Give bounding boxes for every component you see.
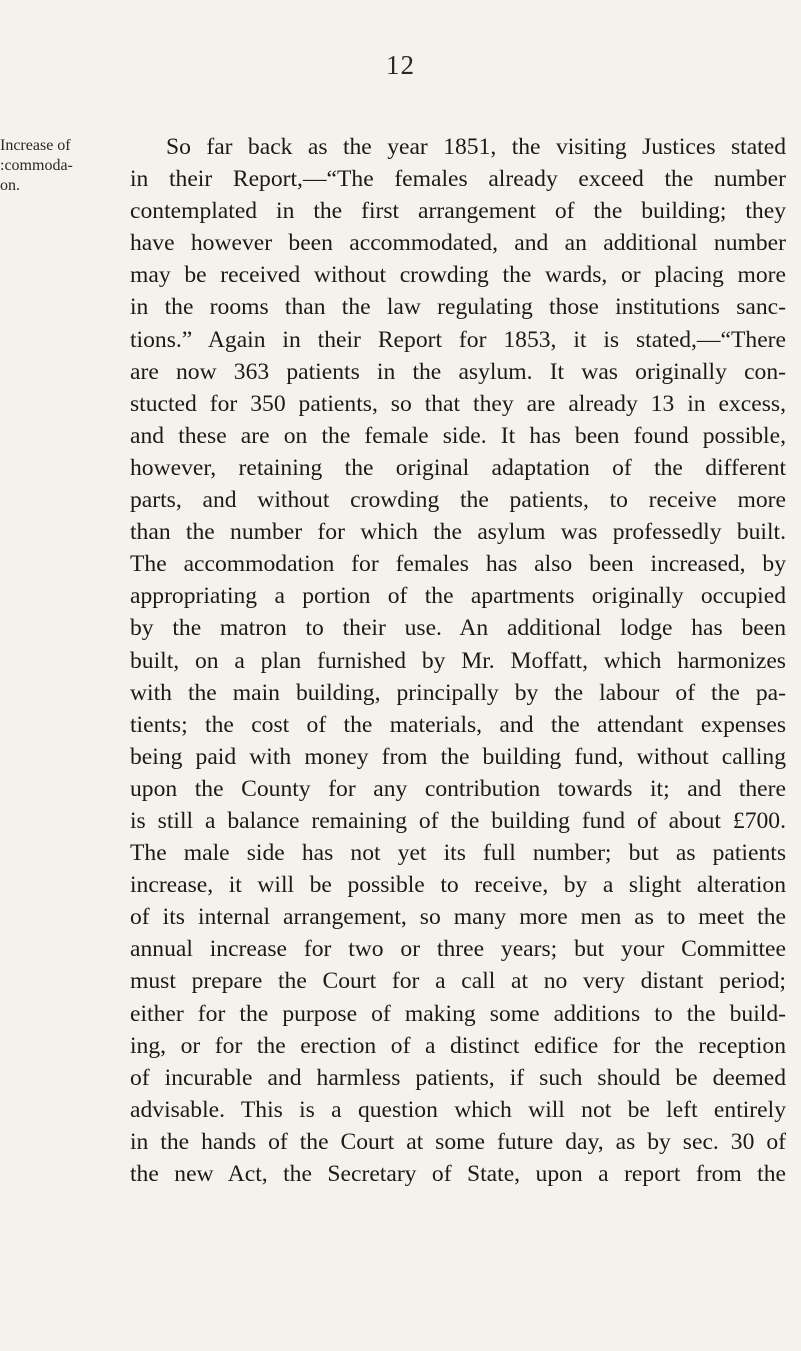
text-line: must prepare the Court for a call at no very distant period;: [130, 968, 786, 995]
text-line: upon the County for any contribution towards it; and there: [130, 775, 786, 802]
text-line: with the main building, principally by the labour of the pa-: [130, 679, 786, 706]
page-number: 12: [386, 50, 415, 80]
text-line: of incurable and harmless patients, if such should be deemed: [130, 1064, 786, 1091]
text-line: The male side has not yet its full number; but as patients: [130, 840, 786, 867]
text-line: parts, and without crowding the patients, to receive more: [130, 487, 786, 514]
text-line: contemplated in the first arrangement of the building; they: [130, 198, 786, 225]
text-line: increase, it will be possible to receive, by a slight alteration: [130, 872, 786, 899]
text-line: advisable. This is a question which will not be left entirely: [130, 1096, 786, 1123]
text-line: than the number for which the asylum was professedly built.: [130, 519, 786, 546]
text-line: being paid with money from the building fund, without calling: [130, 743, 786, 770]
text-line: in the hands of the Court at some future day, as by sec. 30 of: [130, 1128, 786, 1155]
text-line: in the rooms than the law regulating those institutions sanc-: [130, 294, 786, 321]
marginal-note: [0, 136, 112, 196]
text-line: and these are on the female side. It has been found possible,: [130, 422, 786, 449]
text-line: The accommodation for females has also been increased, by: [130, 551, 786, 578]
text-line: annual increase for two or three years; but your Committee: [130, 936, 786, 963]
text-line: tions.” Again in their Report for 1853, it is stated,—“There: [130, 326, 786, 353]
text-line: have however been accommodated, and an additional number: [130, 230, 786, 257]
marginal-note-line: :commoda-: [0, 157, 73, 174]
text-line: in their Report,—“The females already exceed the number: [130, 166, 786, 193]
text-line: So far back as the year 1851, the visiting Justices stated: [166, 134, 786, 160]
body-text: [130, 131, 786, 1190]
text-line: of its internal arrangement, so many more men as to meet the: [130, 904, 786, 931]
text-line: appropriating a portion of the apartments originally occupied: [130, 583, 786, 610]
text-line: the new Act, the Secretary of State, upon a report from the: [130, 1161, 786, 1187]
text-line: by the matron to their use. An additional lodge has been: [130, 615, 786, 642]
marginal-note-line: Increase of: [0, 137, 71, 154]
marginal-note-line: on.: [0, 177, 20, 194]
text-line: however, retaining the original adaptation of the different: [130, 454, 786, 481]
text-line: are now 363 patients in the asylum. It was originally con-: [130, 358, 786, 385]
text-line: stucted for 350 patients, so that they are already 13 in excess,: [130, 390, 786, 417]
text-line: tients; the cost of the materials, and the attendant expenses: [130, 711, 786, 738]
text-line: either for the purpose of making some additions to the build-: [130, 1000, 786, 1027]
text-line: built, on a plan furnished by Mr. Moffatt, which harmonizes: [130, 647, 786, 674]
text-line: is still a balance remaining of the building fund of about £700.: [130, 807, 786, 834]
text-line: ing, or for the erection of a distinct edifice for the reception: [130, 1032, 786, 1059]
text-line: may be received without crowding the wards, or placing more: [130, 262, 786, 289]
